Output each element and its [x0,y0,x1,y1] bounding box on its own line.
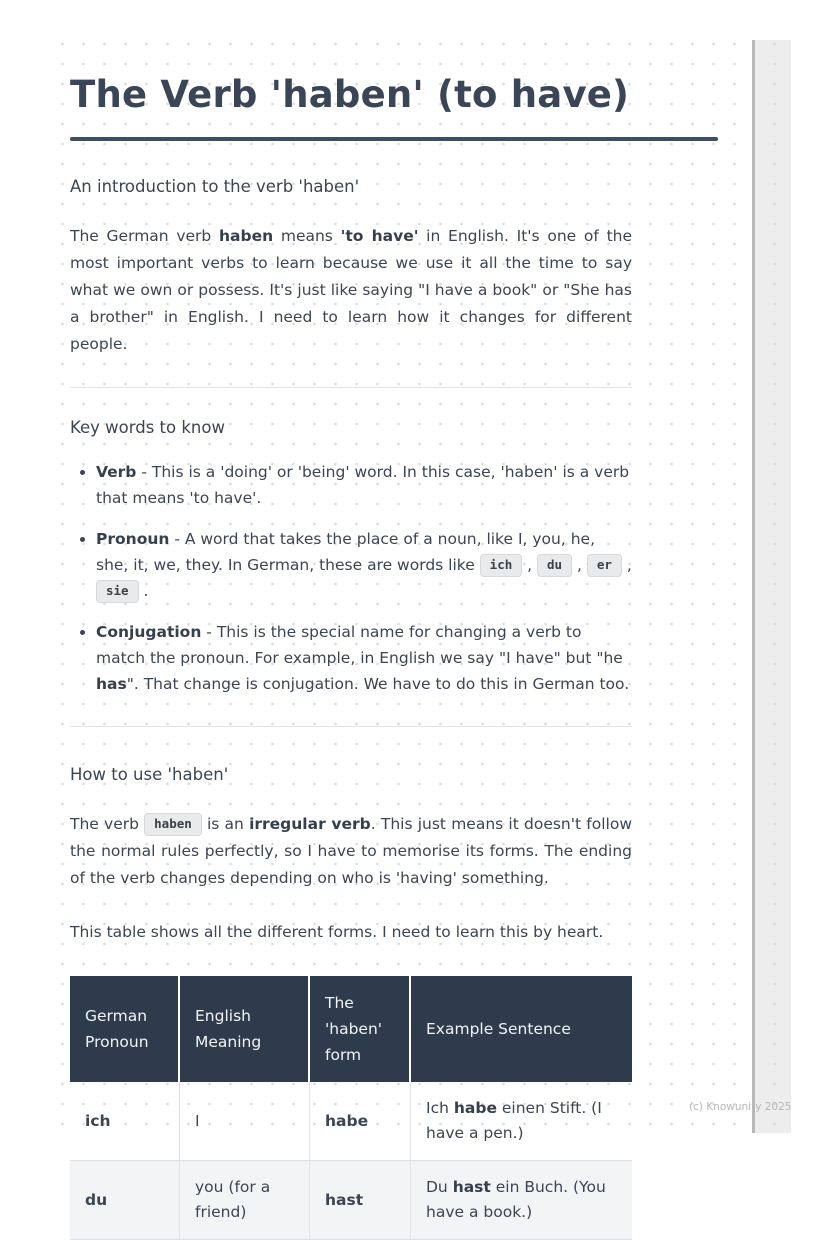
keyword-item-verb: • Verb - This is a 'doing' or 'being' word. In this case, 'haben' is a verb that means 'to have'. [96,459,632,511]
keywords-section-heading: Key words to know [70,418,225,437]
table-header-row [70,976,632,1082]
page-content [70,40,718,1240]
cell-pronoun: du [70,1161,180,1240]
usage-paragraph: The verb haben is an irregular verb. This just means it doesn't follow the normal rules perfectly, so I have to memorise its forms. The ending of the verb changes depending on who is 'having' something. [70,815,632,887]
cell-form: hast [310,1161,411,1240]
keyword-list [70,459,632,697]
cell-meaning: I [180,1082,310,1161]
table-lead-paragraph: This table shows all the different forms. I need to learn this by heart. [70,923,604,941]
page-title: The Verb 'haben' (to have) [70,73,630,116]
cell-example: Du hast ein Buch. (You have a book.) [411,1161,632,1240]
table-row [70,1161,632,1240]
section-divider [70,387,632,388]
conjugation-table [70,976,632,1240]
intro-paragraph: The German verb haben means 'to have' in English. It's one of the most important verbs to learn because we use it all the time to say what we own or possess. It's just like saying "I have a book" or "She has a brother" in English. I need to learn how it changes for different people. [70,227,633,353]
cell-example: Ich habe einen Stift. (I have a pen.) [411,1082,632,1161]
column-header-english-meaning: English Meaning [180,976,310,1082]
column-header-german-pronoun: German Pronoun [70,976,180,1082]
section-divider [70,726,632,727]
cell-form: habe [310,1082,411,1161]
column-header-example-sentence: Example Sentence [411,976,632,1082]
cell-pronoun: ich [70,1082,180,1161]
cell-meaning: you (for a friend) [180,1161,310,1240]
document-page [43,40,752,1221]
table-row [70,1082,632,1161]
intro-section-heading: An introduction to the verb 'haben' [70,177,360,196]
keyword-item-conjugation: • Conjugation - This is the special name for changing a verb to match the pronoun. For example, in English we say "I have" but "he has". That change is conjugation. We have to do this in German too. [96,619,632,697]
copyright-watermark: (c) Knowunity 2025 [689,1101,792,1113]
keyword-item-pronoun: • Pronoun - A word that takes the place of a noun, like I, you, he, she, it, we, they. In German, these are words like ich , du , er , sie . [96,526,632,604]
page-edge-strip [755,40,791,1133]
usage-section-heading: How to use 'haben' [70,765,229,784]
column-header-haben-form: The 'haben' form [310,976,411,1082]
title-underline-rule [70,137,718,141]
